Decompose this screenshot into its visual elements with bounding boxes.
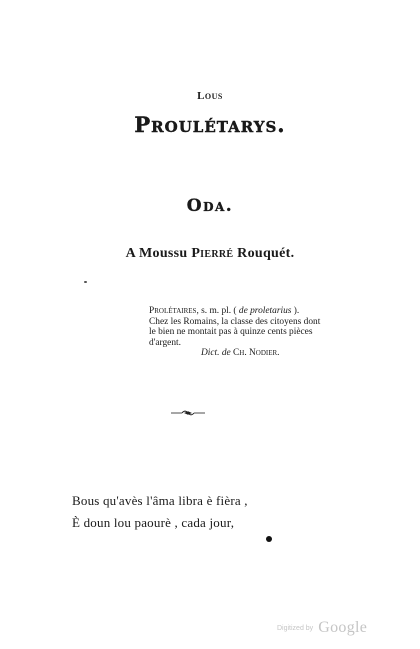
digitized-watermark: [277, 617, 367, 637]
watermark-prefix: Digitized by: [277, 625, 314, 632]
title-article: Lous: [197, 90, 223, 102]
ink-blot: [266, 536, 272, 542]
epigraph-entry-latin: de proletarius: [238, 306, 292, 316]
epigraph-line-2: Chez les Romains, la classe des citoyens dont: [149, 316, 321, 327]
epigraph-source: [149, 348, 339, 359]
epigraph-line-1: [149, 306, 339, 317]
epigraph-source-abbrev: Dict. de: [201, 348, 231, 359]
section-title: Oda.: [186, 196, 234, 216]
ornament-divider: [171, 409, 205, 417]
verse-line: Bous qu'avès l'âma libra è fièra ,: [72, 493, 248, 508]
dedication-last-name: Rouquét.: [237, 246, 295, 261]
epigraph-line-4: d'argent.: [149, 337, 181, 348]
watermark-brand-logo: Google: [318, 619, 368, 636]
epigraph-entry-word: Prolétaires: [149, 306, 197, 316]
epigraph-entry-end: ).: [291, 306, 300, 316]
epigraph-entry-rest: , s. m. pl. (: [196, 306, 239, 316]
epigraph-line-3: le bien ne montait pas à quinze cents pièces: [149, 327, 313, 338]
verse-line: È doun lou paourè , cada jour,: [72, 515, 235, 530]
epigraph-source-author: Ch. Nodier.: [233, 348, 280, 359]
dedication-prefix: A Moussu: [125, 246, 188, 261]
page-title: Proulétarys.: [134, 112, 286, 137]
dedication-line: [0, 246, 420, 262]
poem-verse: [72, 490, 248, 534]
dedication-first-name: Pierré: [191, 246, 234, 261]
ink-speck: [84, 281, 87, 283]
epigraph: [149, 306, 339, 359]
